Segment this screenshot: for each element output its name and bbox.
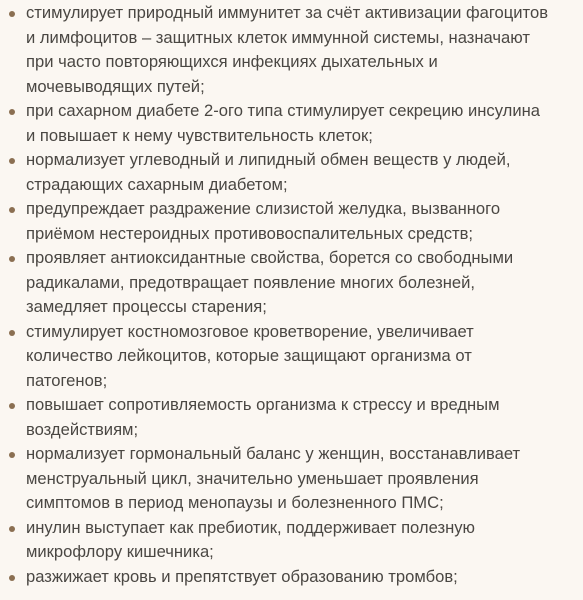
list-item-line: радикалами, предотвращает появление многих болезней, xyxy=(26,272,475,292)
bullet-dot-icon xyxy=(9,11,15,17)
list-item-line: микрофлору кишечника; xyxy=(26,542,214,561)
bullet-dot-icon xyxy=(9,330,15,336)
list-item-line: симптомов в период менопаузы и болезненного ПМС; xyxy=(26,493,444,512)
list-item-line: разжижает кровь и препятствует образованию тромбов; xyxy=(26,566,458,586)
list-item xyxy=(0,320,573,394)
list-item xyxy=(0,197,573,246)
list-item-line: страдающих сахарным диабетом; xyxy=(26,174,288,194)
list-item-line: количество лейкоцитов, которые защищают организма от xyxy=(26,346,472,365)
list-item-line: и лимфоцитов – защитных клеток иммунной системы, назначают xyxy=(26,27,530,47)
bullet-dot-icon xyxy=(9,575,15,581)
list-item-line: мочевыводящих путей; xyxy=(26,76,205,96)
list-item-line: менструальный цикл, значительно уменьшает проявления xyxy=(26,468,479,488)
list-item-line: и повышает к нему чувствительность клеток; xyxy=(26,125,373,145)
list-item-line: нормализует углеводный и липидный обмен веществ у людей, xyxy=(26,150,511,169)
list-item-line: приёмом нестероидных противовоспалительных средств; xyxy=(26,223,474,243)
list-item-line: стимулирует природный иммунитет за счёт активизации фагоцитов xyxy=(26,3,549,22)
list-item xyxy=(0,565,573,590)
list-item-line: при сахарном диабете 2-ого типа стимулирует секрецию инсулина xyxy=(26,101,540,120)
list-item-line: стимулирует костномозговое кроветворение, увеличивает xyxy=(26,321,474,341)
list-item xyxy=(0,393,573,442)
list-item-line: воздействиям; xyxy=(26,419,139,439)
list-item-line: патогенов; xyxy=(26,370,108,390)
list-item-line: нормализует гормональный баланс у женщин, восстанавливает xyxy=(26,444,521,463)
list-item xyxy=(0,148,573,197)
benefits-list xyxy=(0,1,573,589)
bullet-dot-icon xyxy=(9,452,15,458)
bullet-dot-icon xyxy=(9,256,15,262)
list-item xyxy=(0,442,573,516)
list-item xyxy=(0,246,573,320)
bullet-dot-icon xyxy=(9,158,15,164)
bullet-dot-icon xyxy=(9,109,15,115)
bullet-dot-icon xyxy=(9,207,15,213)
list-item-line: предупреждает раздражение слизистой желудка, вызванного xyxy=(26,199,501,218)
list-item-line: проявляет антиоксидантные свойства, борется со свободными xyxy=(26,248,514,267)
list-item-line: повышает сопротивляемость организма к стрессу и вредным xyxy=(26,395,500,414)
list-item xyxy=(0,516,573,565)
bullet-dot-icon xyxy=(9,526,15,532)
list-item-line: инулин выступает как пребиотик, поддерживает полезную xyxy=(26,517,475,537)
bullet-dot-icon xyxy=(9,403,15,409)
list-item-line: при часто повторяющихся инфекциях дыхательных и xyxy=(26,52,438,71)
list-item xyxy=(0,1,573,99)
list-item xyxy=(0,99,573,148)
list-item-line: замедляет процессы старения; xyxy=(26,297,267,316)
